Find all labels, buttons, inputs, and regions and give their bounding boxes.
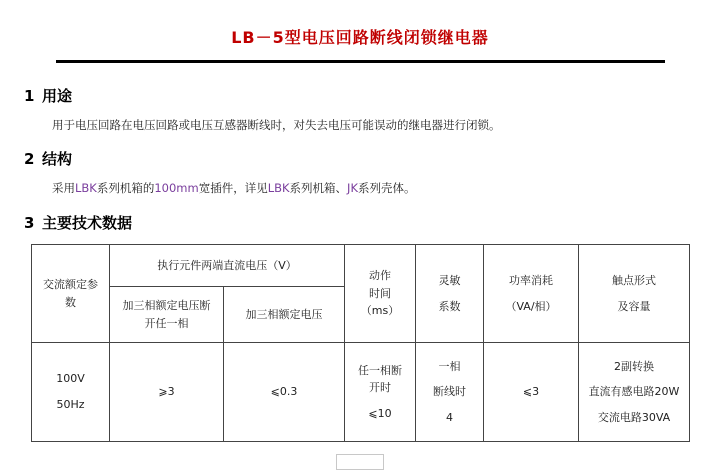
structure-highlight: JK (347, 181, 358, 195)
structure-text: 采用 (52, 181, 75, 195)
structure-highlight: LBK (267, 181, 290, 195)
section-number: 2 (24, 150, 35, 168)
page-title: LB－5型电压回路断线闭锁继电器 (231, 28, 489, 47)
page-footer-stub (336, 454, 384, 470)
structure-highlight: 100mm (154, 181, 199, 195)
structure-text: 宽插件，详见 (198, 181, 268, 195)
cell-ac-rating: 100V 50Hz (32, 343, 110, 442)
cell-power: ⩽3 (484, 343, 579, 442)
section-title: 用途 (42, 87, 73, 105)
section-heading-usage (24, 85, 72, 106)
section-number: 3 (24, 214, 35, 232)
header-contact: 触点形式 及容量 (579, 245, 690, 343)
section-heading-specs (24, 212, 132, 233)
cell-exec-open-phase: ⩾3 (110, 343, 224, 442)
cell-exec-rated: ⩽0.3 (224, 343, 345, 442)
cell-action-time: 任一相断 开时 ⩽10 (345, 343, 416, 442)
header-power: 功率消耗 （VA/相） (484, 245, 579, 343)
structure-highlight: LBK (75, 181, 97, 195)
specs-table (31, 244, 690, 442)
table-row (32, 343, 690, 442)
usage-paragraph: 用于电压回路在电压回路或电压互感器断线时，对失去电压可能误动的继电器进行闭锁。 (52, 118, 501, 132)
section-heading-structure (24, 148, 72, 169)
structure-text: 系列壳体。 (357, 181, 416, 195)
section-title: 结构 (42, 150, 73, 168)
structure-text: 系列机箱、 (289, 181, 348, 195)
header-exec-voltage: 执行元件两端直流电压（V） (110, 245, 345, 287)
cell-sensitivity: 一相 断线时 4 (416, 343, 484, 442)
title-divider (56, 60, 665, 63)
structure-paragraph (52, 180, 415, 196)
header-action-time: 动作 时间 （ms） (345, 245, 416, 343)
header-ac-rating: 交流额定参 数 (32, 245, 110, 343)
cell-contact: 2副转换 直流有感电路20W 交流电路30VA (579, 343, 690, 442)
header-sensitivity: 灵敏 系数 (416, 245, 484, 343)
header-exec-sub-rated: 加三相额定电压 (224, 287, 345, 343)
header-exec-sub-open-phase: 加三相额定电压断 开任一相 (110, 287, 224, 343)
structure-text: 系列机箱的 (96, 181, 155, 195)
section-title: 主要技术数据 (42, 214, 133, 232)
section-number: 1 (24, 87, 35, 105)
